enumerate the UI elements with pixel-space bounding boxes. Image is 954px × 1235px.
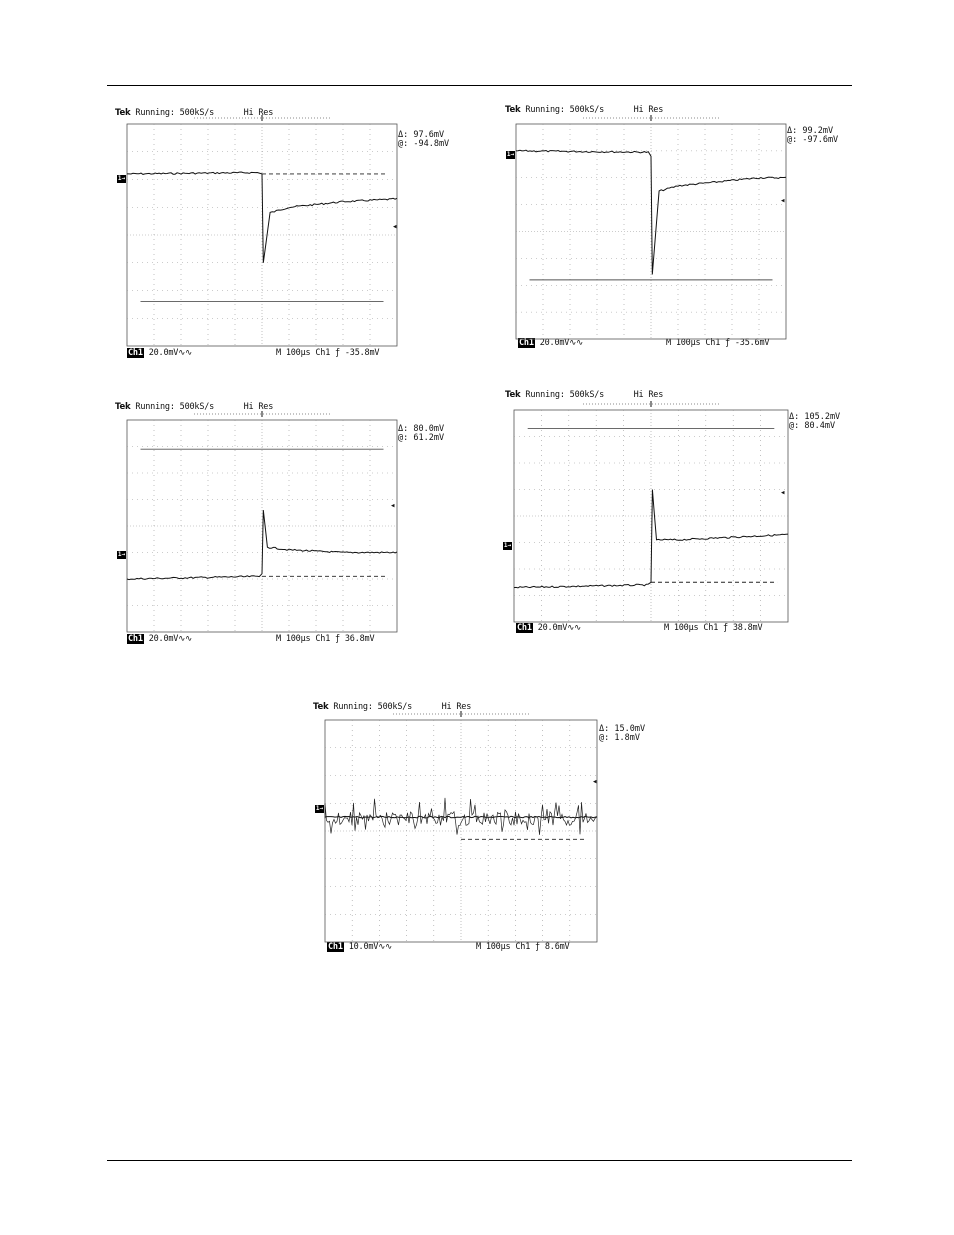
channel-label: Ch1 — [128, 348, 143, 358]
measurement-readout — [599, 725, 645, 743]
top-rule — [107, 85, 852, 86]
acquisition-status: Running: 500kS/s — [525, 390, 605, 400]
signal-trace — [516, 150, 786, 274]
trigger-readout: Ch1 ƒ -35.8mV — [315, 348, 380, 358]
trigger-level-arrow: ◂ — [390, 501, 396, 511]
scope-header — [505, 105, 663, 115]
scope-display — [325, 720, 597, 942]
scope-display — [514, 410, 788, 622]
timebase-value: M 100µs — [276, 634, 311, 644]
channel-label: Ch1 — [519, 338, 534, 348]
vertical-scale: 20.0mV∿∿ — [148, 634, 193, 644]
measurement-readout — [398, 131, 449, 149]
scope-display — [127, 420, 397, 632]
signal-trace — [514, 490, 788, 588]
channel-label: Ch1 — [128, 634, 143, 644]
scope-header — [115, 108, 273, 118]
timebase-value: M 100µs — [476, 942, 511, 952]
trigger-readout: Ch1 ƒ 8.6mV — [515, 942, 570, 952]
scope-header — [115, 402, 273, 412]
channel-1-marker: 1→ — [117, 551, 126, 558]
trigger-level-arrow: ◂ — [592, 777, 598, 787]
channel-1-marker: 1→ — [506, 151, 515, 158]
vertical-scale: 10.0mV∿∿ — [348, 942, 393, 952]
channel-label: Ch1 — [328, 942, 343, 952]
timebase-readout — [276, 348, 379, 358]
timebase-readout — [666, 338, 769, 348]
scope-footer — [127, 634, 192, 644]
acquisition-status: Running: 500kS/s — [333, 702, 413, 712]
delta-readout: Δ: 105.2mV — [789, 412, 841, 422]
tek-logo: Tek — [313, 702, 329, 712]
trigger-readout: Ch1 ƒ 38.8mV — [703, 623, 763, 633]
trigger-level-arrow: ◂ — [780, 196, 786, 206]
scope-header — [505, 390, 663, 400]
timebase-readout — [476, 942, 569, 952]
timebase-value: M 100µs — [664, 623, 699, 633]
scope-display — [516, 124, 786, 339]
channel-1-marker: 1→ — [315, 805, 324, 812]
tek-logo: Tek — [505, 390, 521, 400]
at-readout: @: -94.8mV — [398, 139, 450, 149]
acquisition-status: Running: 500kS/s — [525, 105, 605, 115]
trigger-level-arrow: ◂ — [780, 488, 786, 498]
acquisition-mode: Hi Res — [243, 402, 274, 412]
channel-1-marker: 1→ — [503, 542, 512, 549]
acquisition-status: Running: 500kS/s — [135, 108, 215, 118]
timebase-readout — [664, 623, 762, 633]
vertical-scale: 20.0mV∿∿ — [537, 623, 582, 633]
vertical-scale: 20.0mV∿∿ — [148, 348, 193, 358]
measurement-readout — [787, 127, 838, 145]
signal-trace — [127, 510, 397, 579]
measurement-readout — [398, 425, 444, 443]
at-readout: @: 61.2mV — [398, 433, 445, 443]
tek-logo: Tek — [115, 108, 131, 118]
at-readout: @: 1.8mV — [599, 733, 640, 743]
scope-footer — [516, 623, 581, 633]
scope-footer — [127, 348, 192, 358]
timebase-readout — [276, 634, 374, 644]
delta-readout: Δ: 97.6mV — [398, 130, 445, 140]
channel-1-marker: 1→ — [117, 175, 126, 182]
at-readout: @: -97.6mV — [787, 135, 839, 145]
scope-footer — [327, 942, 392, 952]
vertical-scale: 20.0mV∿∿ — [539, 338, 584, 348]
tek-logo: Tek — [505, 105, 521, 115]
timebase-value: M 100µs — [276, 348, 311, 358]
channel-label: Ch1 — [517, 623, 532, 633]
scope-footer — [518, 338, 583, 348]
timebase-value: M 100µs — [666, 338, 701, 348]
acquisition-mode: Hi Res — [243, 108, 274, 118]
acquisition-mode: Hi Res — [633, 105, 664, 115]
scope-header — [313, 702, 471, 712]
at-readout: @: 80.4mV — [789, 421, 836, 431]
acquisition-mode: Hi Res — [633, 390, 664, 400]
acquisition-status: Running: 500kS/s — [135, 402, 215, 412]
trigger-readout: Ch1 ƒ 36.8mV — [315, 634, 375, 644]
delta-readout: Δ: 15.0mV — [599, 724, 646, 734]
scope-display — [127, 124, 397, 346]
bottom-rule — [107, 1160, 852, 1161]
tek-logo: Tek — [115, 402, 131, 412]
delta-readout: Δ: 99.2mV — [787, 126, 834, 136]
measurement-readout — [789, 413, 840, 431]
trigger-readout: Ch1 ƒ -35.6mV — [705, 338, 770, 348]
delta-readout: Δ: 80.0mV — [398, 424, 445, 434]
acquisition-mode: Hi Res — [441, 702, 472, 712]
trigger-level-arrow: ◂ — [392, 222, 398, 232]
